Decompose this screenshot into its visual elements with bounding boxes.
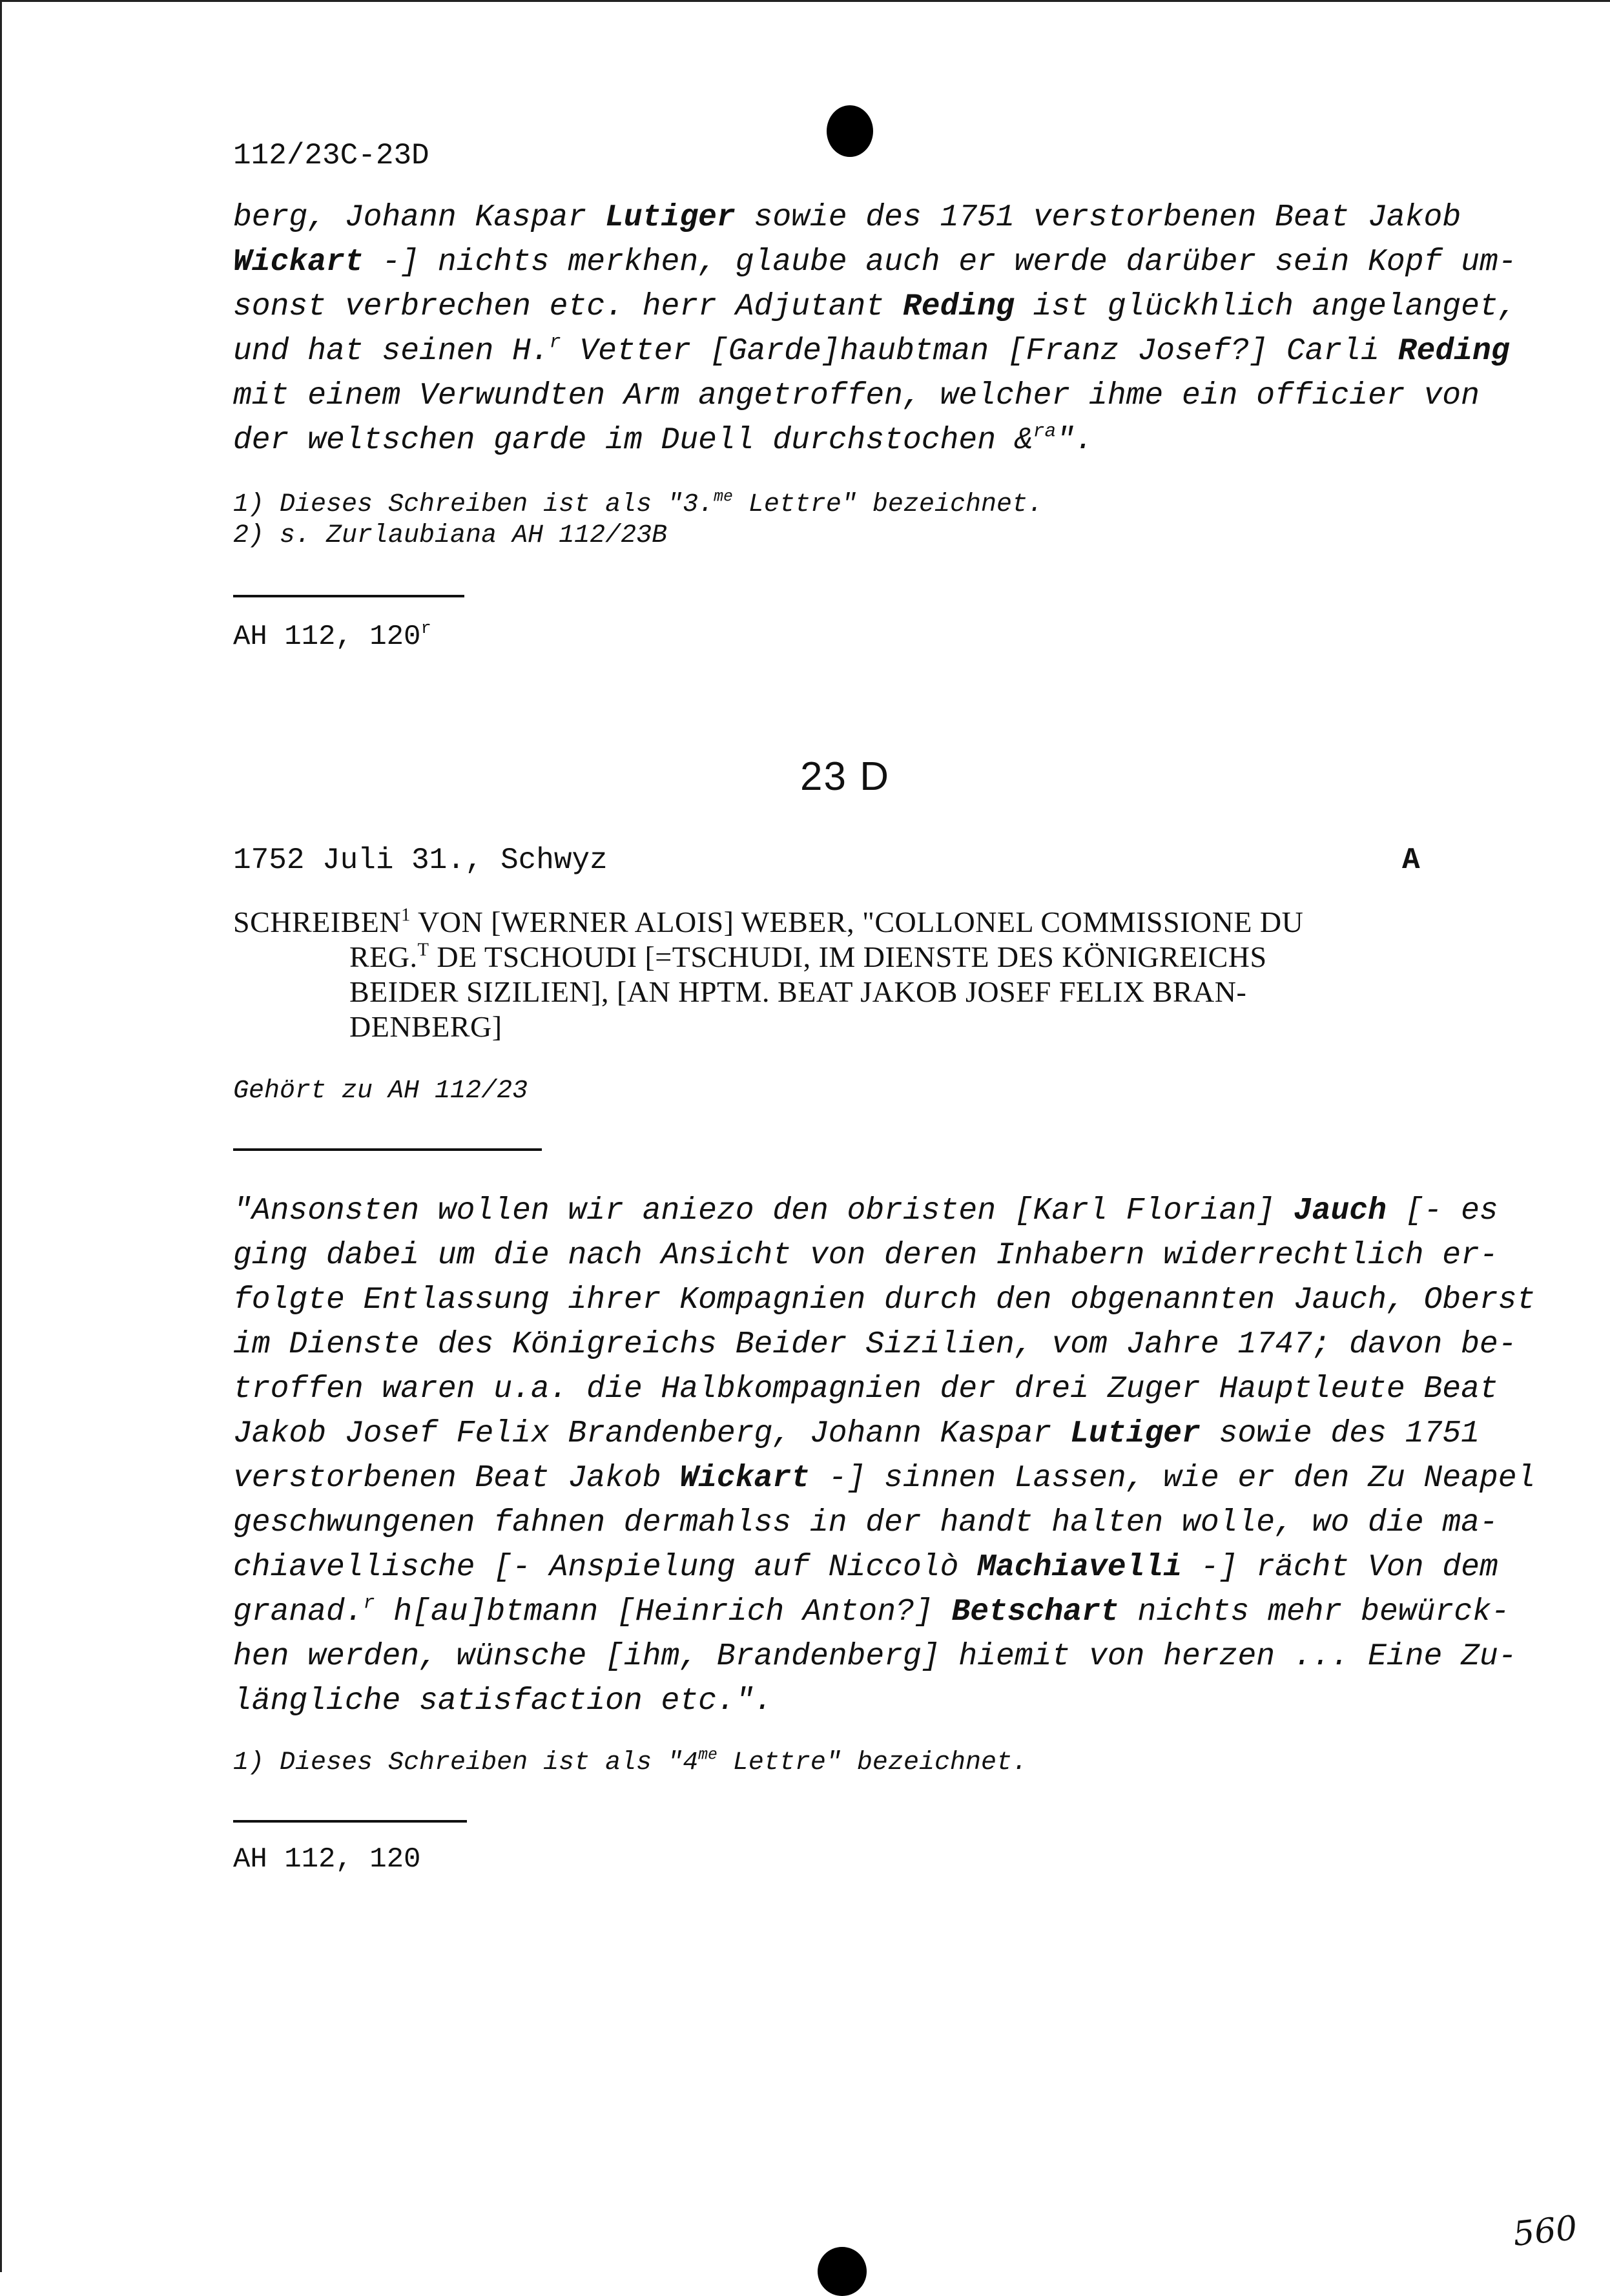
archive-reference — [233, 619, 431, 655]
text-run: ist glückhlich angelanget, — [1014, 289, 1517, 324]
text-run: 1) Dieses Schreiben ist als "4 — [233, 1748, 699, 1777]
text-line — [233, 240, 1517, 285]
text-run: Vetter [Garde]haubtman [Franz Josef?] Carli — [561, 334, 1398, 369]
bold-name: Wickart — [679, 1461, 810, 1496]
superscript: 1 — [401, 905, 411, 926]
text-run: "Ansonsten wollen wir aniezo den obristen [Karl Florian] — [233, 1194, 1294, 1228]
text-line — [233, 1278, 1535, 1323]
text-run: -] nichts merkhen, glaube auch er werde darüber sein Kopf um- — [363, 245, 1517, 280]
text-run: 1) Dieses Schreiben ist als "3. — [233, 490, 714, 519]
text-run: folgte Entlassung ihrer Kompagnien durch den obgenannten Jauch, Oberst — [233, 1283, 1536, 1318]
date-place: 1752 Juli 31., Schwyz — [233, 843, 608, 877]
text-run: im Dienste des Königreichs Beider Sizilien, vom Jahre 1747; davon be- — [233, 1327, 1517, 1362]
text-line — [233, 1323, 1535, 1367]
handwritten-page-number: 560 — [1511, 2208, 1580, 2255]
punch-hole-mark-top — [827, 105, 873, 157]
text-run: mit einem Verwundten Arm angetroffen, welcher ihme ein officier von — [233, 378, 1480, 413]
superscript: T — [417, 940, 429, 960]
letter-type: A — [1402, 843, 1420, 877]
text-line — [233, 1456, 1535, 1501]
text-run: BEIDER SIZILIEN], [AN HPTM. BEAT JAKOB JOSEF FELIX BRAN- — [349, 975, 1247, 1008]
text-line — [233, 1189, 1535, 1234]
bold-name: Betschart — [951, 1595, 1119, 1629]
text-run: SCHREIBEN — [233, 905, 402, 938]
text-run: Lettre" bezeichnet. — [717, 1748, 1027, 1777]
bold-name: Wickart — [233, 245, 364, 280]
text-run: VON [WERNER ALOIS] WEBER, "COLLONEL COMMISSIONE DU — [410, 905, 1304, 938]
bold-name: Reding — [902, 289, 1015, 324]
text-run: sonst verbrechen etc. herr Adjutant — [233, 289, 903, 324]
superscript: ra — [1033, 420, 1057, 442]
text-line — [233, 1590, 1535, 1635]
text-line — [233, 419, 1517, 463]
text-run: Jakob Josef Felix Brandenberg, Johann Kaspar — [233, 1416, 1071, 1451]
text-run: DENBERG] — [349, 1010, 502, 1043]
text-line — [233, 1412, 1535, 1456]
bold-name: Lutiger — [605, 200, 736, 235]
letter-c-body — [233, 196, 1517, 463]
text-run: und hat seinen H. — [233, 334, 550, 369]
text-run: sowie des 1751 — [1200, 1416, 1480, 1451]
text-run: troffen waren u.a. die Halbkompagnien der drei Zuger Hauptleute Beat — [233, 1372, 1498, 1407]
text-run: DE TSCHOUDI [=TSCHUDI, IM DIENSTE DES KÖNIGREICHS — [429, 940, 1267, 973]
bold-name: Lutiger — [1070, 1416, 1201, 1451]
letter-number-heading: 23 D — [800, 754, 890, 799]
separator-rule — [233, 1820, 467, 1823]
text-run: -] rächt Von dem — [1182, 1550, 1498, 1585]
bold-name: Jauch — [1293, 1194, 1387, 1228]
text-line — [233, 285, 1517, 329]
title-line — [233, 940, 1303, 975]
title-line — [233, 975, 1303, 1009]
text-run: verstorbenen Beat Jakob — [233, 1461, 680, 1496]
text-line — [233, 1234, 1535, 1278]
letter-title — [233, 905, 1303, 1044]
bold-name: Reding — [1398, 334, 1510, 369]
text-run: ". — [1056, 423, 1093, 458]
archive-reference-text: AH 112, 120 — [233, 621, 421, 653]
text-run: REG. — [349, 940, 418, 973]
separator-rule — [233, 595, 464, 597]
title-line — [233, 905, 1303, 940]
text-run: nichts mehr bewürck- — [1119, 1595, 1510, 1629]
text-run: längliche satisfaction etc.". — [233, 1684, 773, 1719]
text-line — [233, 1501, 1535, 1546]
bold-name: Machiavelli — [977, 1550, 1182, 1585]
text-line — [233, 1367, 1535, 1412]
punch-hole-mark-bottom — [818, 2247, 867, 2296]
text-run: chiavellische [- Anspielung auf Niccolò — [233, 1550, 978, 1585]
superscript: me — [714, 488, 733, 506]
text-run: hen werden, wünsche [ihm, Brandenberg] hiemit von herzen ... Eine Zu- — [233, 1639, 1517, 1674]
footnote — [233, 1748, 1027, 1779]
text-run: geschwungenen fahnen dermahlss in der handt halten wolle, wo die ma- — [233, 1505, 1498, 1540]
text-run: 2) s. Zurlaubiana AH 112/23B — [233, 521, 668, 550]
letter-c-footnotes — [233, 490, 1043, 552]
document-reference: 112/23C-23D — [233, 139, 429, 172]
text-line — [233, 196, 1517, 240]
archive-reference: AH 112, 120 — [233, 1843, 421, 1876]
text-run: -] sinnen Lassen, wie er den Zu Neapel — [809, 1461, 1536, 1496]
text-line — [233, 1635, 1535, 1679]
text-line — [233, 329, 1517, 374]
text-run: der weltschen garde im Duell durchstochen & — [233, 423, 1033, 458]
footnote — [233, 490, 1043, 521]
text-run: granad. — [233, 1595, 364, 1629]
superscript: r — [363, 1591, 375, 1614]
separator-rule — [233, 1148, 542, 1151]
text-run: ging dabei um die nach Ansicht von deren Inhabern widerrechtlich er- — [233, 1238, 1498, 1273]
belongs-to-note: Gehört zu AH 112/23 — [233, 1077, 528, 1106]
text-run: berg, Johann Kaspar — [233, 200, 606, 235]
text-line — [233, 374, 1517, 419]
text-run: [- es — [1386, 1194, 1498, 1228]
superscript: r — [549, 331, 561, 353]
text-run: sowie des 1751 verstorbenen Beat Jakob — [735, 200, 1461, 235]
title-line — [233, 1009, 1303, 1044]
text-run: h[au]btmann [Heinrich Anton?] — [375, 1595, 952, 1629]
text-line — [233, 1679, 1535, 1724]
letter-d-body — [233, 1189, 1535, 1724]
text-line — [233, 1546, 1535, 1590]
text-run: Lettre" bezeichnet. — [732, 490, 1043, 519]
superscript: me — [698, 1746, 717, 1764]
footnote — [233, 521, 1043, 552]
letter-d-footnotes — [233, 1748, 1027, 1779]
archive-reference-sup: r — [420, 619, 431, 639]
